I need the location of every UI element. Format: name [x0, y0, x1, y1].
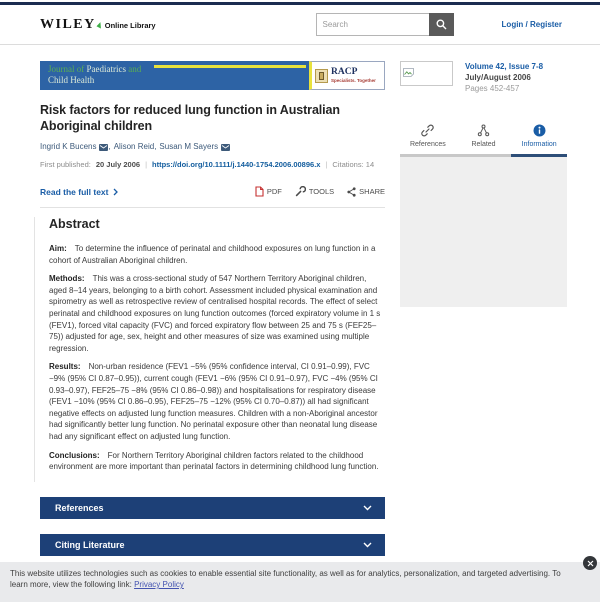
- citing-literature-accordion[interactable]: Citing Literature: [40, 534, 385, 556]
- journal-banner[interactable]: [40, 61, 385, 90]
- meta-separator: |: [145, 160, 148, 169]
- meta-separator: |: [325, 160, 328, 169]
- info-circle-icon: [533, 124, 546, 137]
- privacy-policy-link[interactable]: Privacy Policy: [134, 580, 184, 589]
- search-icon: [436, 19, 447, 30]
- author-list: [40, 142, 385, 151]
- chevron-right-icon: [113, 188, 118, 196]
- author-link[interactable]: Ingrid K Bucens: [40, 142, 97, 151]
- network-nodes-icon: [477, 124, 490, 137]
- share-button[interactable]: SHARE: [347, 186, 385, 197]
- tab-information[interactable]: Information: [511, 124, 567, 157]
- author-separator: ,: [108, 142, 111, 151]
- article-toolbar: [255, 186, 385, 197]
- author-link[interactable]: Susan M Sayers: [159, 142, 219, 151]
- abstract-section: [34, 217, 385, 482]
- author-separator: ,: [154, 142, 157, 151]
- tab-references[interactable]: References: [400, 124, 456, 154]
- share-icon: [347, 187, 356, 197]
- information-panel: [400, 157, 567, 307]
- racp-crest-icon: [315, 69, 328, 83]
- broken-image-icon: [403, 68, 414, 77]
- tools-button[interactable]: TOOLS: [295, 186, 334, 197]
- article-column: [40, 61, 385, 556]
- abstract-aim: Aim: To determine the influence of perinatal and childhood exposures on lung function in a cohort of Australian Aboriginal children.: [49, 244, 376, 265]
- abstract-results: Results: Non-urban residence (FEV1 −5% (95% confidence interval, CI 0.91–0.99), FVC −9% (95% CI 0.87–0.95)), current cough (FEV1 −6% (95% CI 0.91–0.97), FVC −4% (95% CI 0.93–0.97), FEF25–75 −8% (95% CI 0.86–0.98)) and hospitalisations for respiratory disease (FEV1 −10% (95% CI 0.86–0.95), FEF25–75 −12% (95% CI 0.70–0.87)) all had significant negative effects on adjusted lung function measures. Children with a non-Aboriginal ancestor had significantly better lung function. No perinatal exposure other than neonatal lung disease had any significant effect on adjusted lung function.: [49, 362, 378, 441]
- issue-info: [400, 61, 567, 94]
- close-icon: [587, 560, 594, 567]
- publication-meta: [40, 160, 385, 169]
- wrench-icon: [295, 186, 306, 197]
- published-label: First published:: [40, 160, 91, 169]
- racp-tagline: Specialists. Together: [331, 78, 376, 83]
- tab-related[interactable]: Related: [456, 124, 512, 154]
- chevron-down-icon: [363, 505, 372, 511]
- references-accordion[interactable]: References: [40, 497, 385, 519]
- wiley-leaf-icon: [96, 21, 103, 28]
- abstract-conclusions: Conclusions: For Northern Territory Aboriginal children factors related to the childhood environment are more important than perinatal factors in determining childhood lung function.: [49, 450, 379, 472]
- author-link[interactable]: Alison Reid: [113, 142, 155, 151]
- brand-wordmark: WILEY: [40, 16, 96, 32]
- cookie-banner: [0, 562, 600, 602]
- sidebar: [400, 61, 567, 556]
- brand-suffix: Online Library: [104, 20, 156, 30]
- racp-logo: [309, 61, 385, 90]
- citations-link[interactable]: Citations: 14: [332, 160, 375, 169]
- cookie-text: This website utilizes technologies such as cookies to enable essential site functionality, as well as for analytics, personalization, and targeted advertising. To learn more, view the following link:: [10, 569, 561, 589]
- banner-rule: [154, 65, 306, 68]
- journal-title: Journal of Paediatrics and Child Health: [48, 64, 142, 85]
- wiley-logo[interactable]: [40, 17, 156, 33]
- racp-name: RACP: [331, 67, 358, 77]
- cookie-close-button[interactable]: [583, 556, 597, 570]
- read-full-text-link[interactable]: Read the full text: [40, 187, 118, 197]
- issue-pages: Pages 452-457: [465, 84, 520, 93]
- issue-cover-thumbnail[interactable]: [400, 61, 453, 86]
- issue-date: July/August 2006: [465, 73, 531, 82]
- action-row: [40, 186, 385, 208]
- search-input[interactable]: [316, 13, 429, 36]
- abstract-methods: Methods: This was a cross-sectional study of 547 Northern Territory Aboriginal children, aged 8–14 years, belonging to a birth cohort. Assessment included physical examination and spirometry as well as retrospective review of centralised hospital records. The effect of select perinatal and childhood exposures on lung function outcomes (forced expiratory volume in 1 s (FEV1), forced vital capacity (FVC) and forced expiratory flow between 25 and 75 s (FEF25–75)) adjusted for age, sex, height and other measures of size was examined using multiple regression.: [49, 274, 381, 353]
- pdf-button[interactable]: PDF: [255, 186, 282, 197]
- site-header: [0, 5, 600, 45]
- login-register-link[interactable]: Login / Register: [501, 20, 562, 29]
- published-date: 20 July 2006: [95, 160, 141, 169]
- article-title: Risk factors for reduced lung function in Australian Aboriginal children: [40, 103, 340, 133]
- sidebar-tabs: [400, 124, 567, 157]
- doi-link[interactable]: https://doi.org/10.1111/j.1440-1754.2006.00896.x: [152, 160, 321, 169]
- chain-link-icon: [421, 124, 434, 137]
- email-icon[interactable]: [99, 142, 111, 151]
- issue-link[interactable]: Volume 42, Issue 7-8: [465, 62, 544, 71]
- search-box: [316, 13, 454, 36]
- abstract-heading: Abstract: [49, 217, 100, 231]
- email-icon[interactable]: [221, 144, 230, 151]
- search-button[interactable]: [429, 13, 454, 36]
- pdf-icon: [255, 186, 264, 197]
- chevron-down-icon: [363, 542, 372, 548]
- main-content: [0, 45, 600, 556]
